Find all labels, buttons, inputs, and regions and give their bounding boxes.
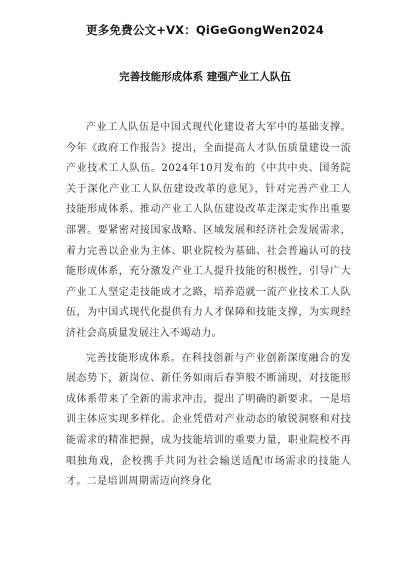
- document-body: [66, 118, 351, 497]
- header-promo-line: 更多免费公文+VX：QiGeGongWen2024: [86, 23, 324, 37]
- document-title: 完善技能形成体系 建强产业工人队伍: [119, 71, 291, 83]
- body-paragraph-2: 完善技能形成体系。在科技创新与产业创新深度融合的发展态势下，新岗位、新任务如雨后春笋般不断涌现，对技能形成体系带来了全新的需求冲击，提出了明确的新要求。一是培训主体应实现多样化。企业凭借对产业动态的敏锐洞察和对技能需求的精准把握，成为技能培训的重要力量，职业院校不再唱独角戏，企校携手共同为社会输送适配市场需求的技能人才。二是培训周期需迈向终身化: [66, 352, 351, 488]
- body-paragraph-1: 产业工人队伍是中国式现代化建设者大军中的基础支撑。今年《政府工作报告》提出，全面提高人才队伍质量建设一流产业技术工人队伍。2024年10月发布的《中共中央、国务院关于深化产业工人队伍建设改革的意见》，针对完善产业工人技能形成体系、推动产业工人队伍建设改革走深走实作出重要部署。要紧密对接国家战略、区域发展和经济社会发展需求，着力完善以企业为主体、职业院校为基础、社会普遍认可的技能形成体系，充分激发产业工人提升技能的积极性，引导广大产业工人坚定走技能成才之路，培养造就一流产业技术工人队伍，为中国式现代化提供有力人才保障和技能支撑，为实现经济社会高质量发展注入不竭动力。: [66, 122, 351, 339]
